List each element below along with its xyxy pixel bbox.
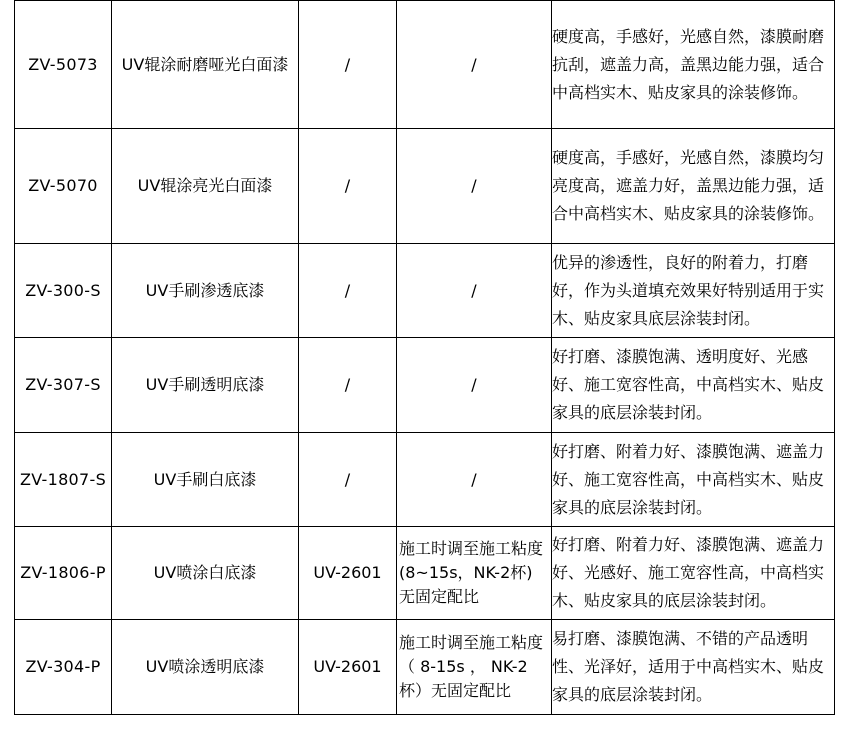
description-text: 优异的渗透性，良好的附着力，打磨好，作为头道填充效果好特别适用于实木、贴皮家具底层涂装封闭。 (552, 252, 825, 328)
product-table (14, 0, 835, 715)
table-row (15, 527, 835, 620)
product-name: UV辊涂亮光白面漆 (112, 129, 299, 244)
mix-ratio-text: 施工时调至施工粘度 (8~15s，NK-2杯) 无固定配比 (399, 539, 544, 606)
mix-ratio (397, 620, 552, 715)
mix-ratio (397, 527, 552, 620)
product-description (552, 129, 835, 244)
mix-ratio-text: / (471, 54, 477, 74)
mix-ratio (397, 433, 552, 527)
hardener: UV-2601 (299, 620, 397, 715)
product-description (552, 433, 835, 527)
description-text: 好打磨、附着力好、漆膜饱满、遮盖力好、施工宽容性高，中高档实木、贴皮家具的底层涂装封闭。 (552, 441, 825, 517)
product-name: UV喷涂白底漆 (112, 527, 299, 620)
table-row (15, 433, 835, 527)
hardener: / (299, 1, 397, 129)
description-text: 硬度高，手感好，光感自然，漆膜均匀亮度高，遮盖力好，盖黑边能力强，适合中高档实木、贴皮家具的涂装修饰。 (552, 148, 825, 223)
table-row (15, 620, 835, 715)
description-text: 易打磨、漆膜饱满、不错的产品透明性、光泽好，适用于中高档实木、贴皮家具的底层涂装封闭。 (552, 629, 825, 704)
product-description (552, 244, 835, 338)
product-code: ZV-307-S (15, 338, 112, 433)
product-name: UV辊涂耐磨哑光白面漆 (112, 1, 299, 129)
product-name: UV手刷透明底漆 (112, 338, 299, 433)
table-row (15, 129, 835, 244)
product-code: ZV-1807-S (15, 433, 112, 527)
mix-ratio (397, 338, 552, 433)
mix-ratio (397, 1, 552, 129)
mix-ratio-text: / (471, 176, 477, 195)
description-text: 硬度高，手感好，光感自然，漆膜耐磨抗刮，遮盖力高，盖黑边能力强，适合中高档实木、贴皮家具的涂装修饰。 (552, 26, 825, 102)
description-text: 好打磨、附着力好、漆膜饱满、遮盖力好、光感好、施工宽容性高，中高档实木、贴皮家具的底层涂装封闭。 (552, 535, 825, 610)
product-code: ZV-304-P (15, 620, 112, 715)
product-code: ZV-300-S (15, 244, 112, 338)
hardener: / (299, 129, 397, 244)
product-description (552, 527, 835, 620)
mix-ratio-text: 施工时调至施工粘度 （ 8-15s ， NK-2 杯）无固定配比 (399, 633, 544, 700)
mix-ratio-text: / (471, 375, 477, 394)
hardener: / (299, 338, 397, 433)
mix-ratio-text: / (471, 469, 477, 489)
product-description (552, 620, 835, 715)
product-name: UV手刷白底漆 (112, 433, 299, 527)
hardener: / (299, 433, 397, 527)
table-row (15, 244, 835, 338)
description-text: 好打磨、漆膜饱满、透明度好、光感好、施工宽容性高，中高档实木、贴皮家具的底层涂装封闭。 (552, 347, 825, 422)
product-name: UV喷涂透明底漆 (112, 620, 299, 715)
mix-ratio (397, 244, 552, 338)
product-description (552, 1, 835, 129)
product-code: ZV-1806-P (15, 527, 112, 620)
product-code: ZV-5073 (15, 1, 112, 129)
table-row (15, 338, 835, 433)
table-row (15, 1, 835, 129)
hardener: UV-2601 (299, 527, 397, 620)
mix-ratio (397, 129, 552, 244)
product-code: ZV-5070 (15, 129, 112, 244)
mix-ratio-text: / (471, 280, 477, 300)
hardener: / (299, 244, 397, 338)
product-description (552, 338, 835, 433)
product-name: UV手刷渗透底漆 (112, 244, 299, 338)
